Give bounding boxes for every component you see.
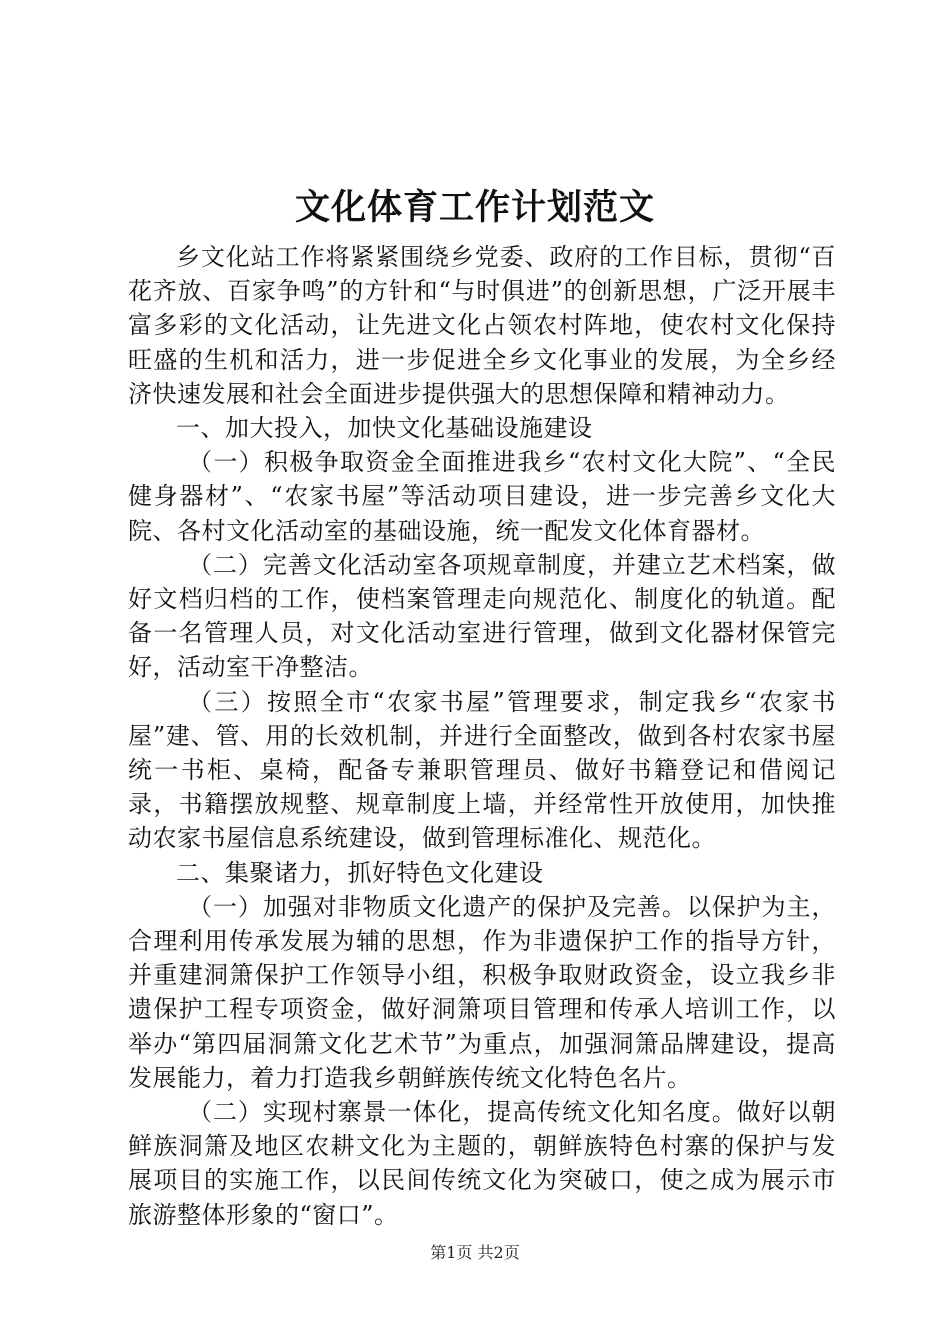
paragraph-intro: 乡文化站工作将紧紧围绕乡党委、政府的工作目标，贯彻“百花齐放、百家争鸣”的方针和“与时俱进”的创新思想，广泛开展丰富多彩的文化活动，让先进文化占领农村阵地，使农村文化保持旺盛的生机和活力，进一步促进全乡文化事业的发展，为全乡经济快速发展和社会全面进步提供强大的思想保障和精神动力。 [128, 243, 836, 408]
document-body [128, 240, 836, 1232]
page-title: 文化体育工作计划范文 [294, 187, 655, 228]
paragraph-1-1: （一）积极争取资金全面推进我乡“农村文化大院”、“全民健身器材”、“农家书屋”等活动项目建设，进一步完善乡文化大院、各村文化活动室的基础设施，统一配发文化体育器材。 [128, 448, 836, 545]
section-heading-2: 二、集聚诸力，抓好特色文化建设 [176, 858, 544, 887]
page-footer: 第1页 共2页 [430, 1243, 520, 1262]
paragraph-1-3: （三）按照全市“农家书屋”管理要求，制定我乡“农家书屋”建、管、用的长效机制，并进行全面整改，做到各村农家书屋统一书柜、桌椅，配备专兼职管理员、做好书籍登记和借阅记录，书籍摆放规整、规章制度上墙，并经常性开放使用，加快推动农家书屋信息系统建设，做到管理标准化、规范化。 [128, 687, 836, 853]
section-heading-1: 一、加大投入，加快文化基础设施建设 [176, 414, 593, 443]
paragraph-1-2: （二）完善文化活动室各项规章制度，并建立艺术档案，做好文档归档的工作，使档案管理走向规范化、制度化的轨道。配备一名管理人员，对文化活动室进行管理，做到文化器材保管完好，活动室干净整洁。 [128, 550, 836, 682]
paragraph-2-1: （一）加强对非物质文化遗产的保护及完善。以保护为主，合理利用传承发展为辅的思想，作为非遗保护工作的指导方针，并重建洞箫保护工作领导小组，积极争取财政资金，设立我乡非遗保护工程专项资金，做好洞箫项目管理和传承人培训工作，以举办“第四届洞箫文化艺术节”为重点，加强洞箫品牌建设，提高发展能力，着力打造我乡朝鲜族传统文化特色名片。 [128, 892, 836, 1092]
paragraph-2-2: （二）实现村寨景一体化，提高传统文化知名度。做好以朝鲜族洞箫及地区农耕文化为主题的，朝鲜族特色村寨的保护与发展项目的实施工作，以民间传统文化为突破口，使之成为展示市旅游整体形象的“窗口”。 [128, 1098, 836, 1229]
